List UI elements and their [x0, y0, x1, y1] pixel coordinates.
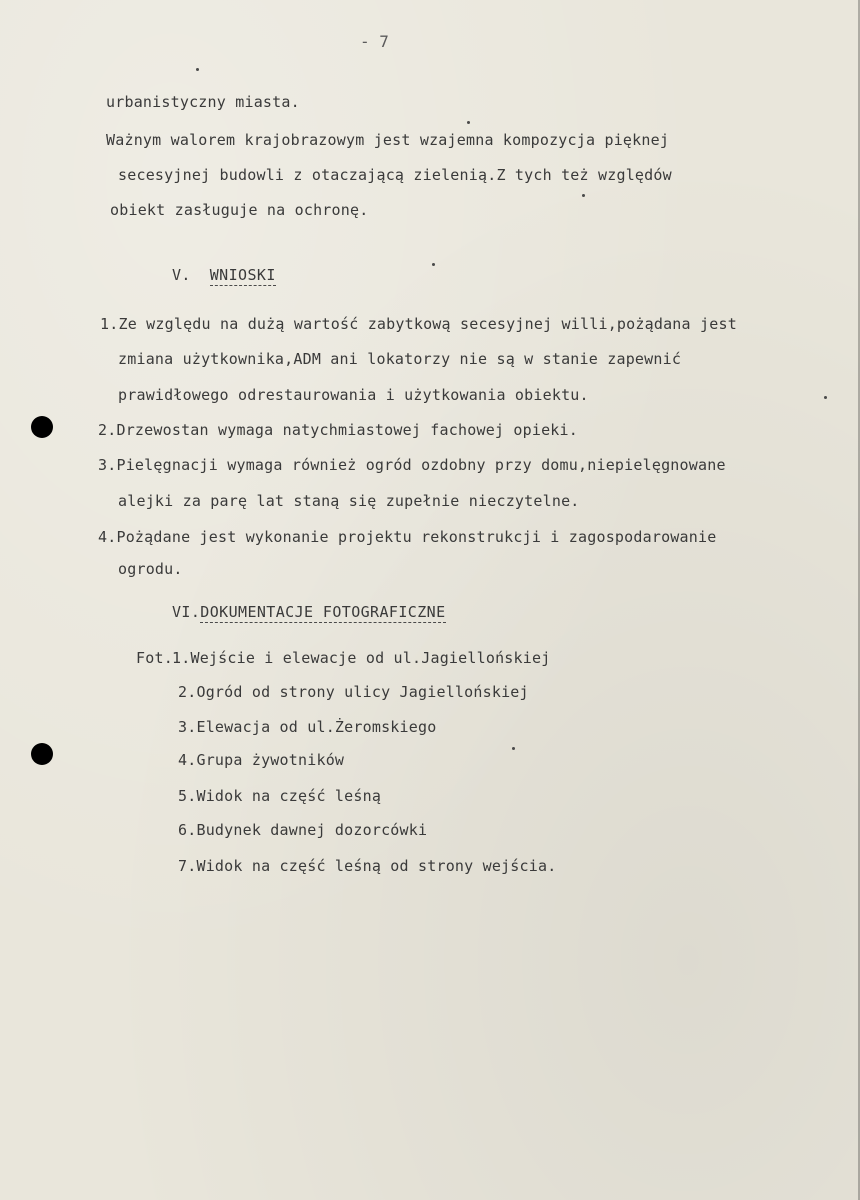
ink-speck — [824, 396, 827, 399]
page-number-mark: - 7 — [360, 32, 389, 51]
punch-hole-lower — [31, 743, 53, 765]
photo-item-1: 1.Wejście i elewacje od ul.Jagiellońskiej — [172, 649, 551, 667]
ink-speck — [196, 68, 199, 71]
ink-speck — [582, 194, 585, 197]
ink-speck — [467, 121, 470, 124]
section-v-heading — [172, 266, 276, 284]
photo-item-7: 7.Widok na część leśną od strony wejścia. — [178, 857, 557, 875]
wnioski-item-4-line-2: ogrodu. — [118, 560, 183, 578]
photo-list-prefix: Fot. — [136, 649, 173, 667]
section-vi-title: DOKUMENTACJE FOTOGRAFICZNE — [200, 603, 446, 621]
wnioski-item-2: 2.Drzewostan wymaga natychmiastowej fachowej opieki. — [98, 421, 578, 439]
intro-line-3: secesyjnej budowli z otaczającą zielenią.Z tych też względów — [118, 166, 672, 184]
wnioski-item-1-line-1: 1.Ze względu na dużą wartość zabytkową secesyjnej willi,pożądana jest — [100, 315, 737, 333]
photo-item-3: 3.Elewacja od ul.Żeromskiego — [178, 718, 437, 736]
wnioski-item-1-line-2: zmiana użytkownika,ADM ani lokatorzy nie są w stanie zapewnić — [118, 350, 682, 368]
wnioski-item-4-line-1: 4.Pożądane jest wykonanie projektu rekonstrukcji i zagospodarowanie — [98, 528, 717, 546]
photo-item-2: 2.Ogród od strony ulicy Jagiellońskiej — [178, 683, 529, 701]
wnioski-item-1-line-3: prawidłowego odrestaurowania i użytkowania obiektu. — [118, 386, 589, 404]
photo-item-5: 5.Widok na część leśną — [178, 787, 382, 805]
photo-item-4: 4.Grupa żywotników — [178, 751, 345, 769]
wnioski-item-3-line-1: 3.Pielęgnacji wymaga również ogród ozdobny przy domu,niepielęgnowane — [98, 456, 726, 474]
section-vi-heading — [172, 603, 446, 621]
intro-line-2: Ważnym walorem krajobrazowym jest wzajemna kompozycja pięknej — [106, 131, 670, 149]
ink-speck — [512, 747, 515, 750]
intro-line-1: urbanistyczny miasta. — [106, 93, 300, 111]
photo-item-6: 6.Budynek dawnej dozorcówki — [178, 821, 428, 839]
ink-speck — [432, 263, 435, 266]
section-v-title: WNIOSKI — [209, 266, 276, 284]
wnioski-item-3-line-2: alejki za parę lat staną się zupełnie nieczytelne. — [118, 492, 580, 510]
punch-hole-upper — [31, 416, 53, 438]
intro-line-4: obiekt zasługuje na ochronę. — [110, 201, 369, 219]
section-v-numeral: V. — [172, 266, 191, 284]
section-vi-numeral: VI. — [172, 603, 201, 621]
